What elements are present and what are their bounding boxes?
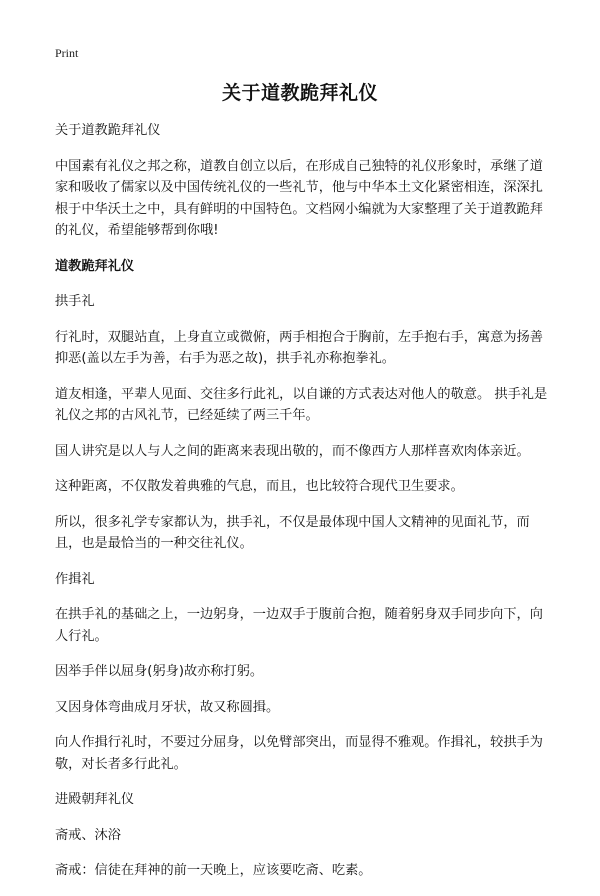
print-link[interactable]: Print bbox=[55, 46, 79, 60]
paragraph: 这种距离，不仅散发着典雅的气息，而且，也比较符合现代卫生要求。 bbox=[55, 479, 464, 494]
paragraph: 向人作揖行礼时，不要过分屈身，以免臂部突出，而显得不雅观。作揖礼，较拱手为敬，对长者多行此礼。 bbox=[55, 735, 543, 772]
section-heading: 作揖礼 bbox=[55, 571, 95, 587]
paragraph: 又因身体弯曲成月牙状，故又称圆揖。 bbox=[55, 699, 280, 715]
section-heading: 拱手礼 bbox=[55, 294, 95, 309]
paragraph: 行礼时，双腿站直，上身直立或微俯，两手相抱合于胸前，左手抱右手，寓意为扬善抑恶(盖以左手为善，右手为恶之故)，拱手礼亦称抱拳礼。 bbox=[55, 329, 543, 366]
paragraph: 在拱手礼的基础之上，一边躬身，一边双手于腹前合抱，随着躬身双手同步向下，向人行礼。 bbox=[55, 607, 543, 644]
article-body bbox=[55, 120, 551, 896]
paragraph: 因举手伴以屈身(躬身)故亦称打躬。 bbox=[55, 664, 264, 679]
paragraph: 道友相逢，平辈人见面、交往多行此礼，以自谦的方式表达对他人的敬意。 拱手礼是礼仪之邦的古风礼节，已经延续了两三千年。 bbox=[55, 386, 548, 423]
page-title: 关于道教跪拜礼仪 bbox=[221, 82, 378, 104]
paragraph: 斋戒：信徒在拜神的前一天晚上，应该要吃斋、吃素。 bbox=[55, 863, 372, 878]
intro-paragraph: 中国素有礼仪之邦之称，道教自创立以后，在形成自己独特的礼仪形象时，承继了道家和吸收了儒家以及中国传统礼仪的一些礼节，他与中华本土文化紧密相连，深深扎根于中华沃土之中，具有鲜明的中国特色。文档网小编就为大家整理了关于道教跪拜的礼仪，希望能够帮到你哦! bbox=[55, 158, 543, 238]
section-heading: 进殿朝拜礼仪 bbox=[55, 792, 135, 807]
paragraph: 所以，很多礼学专家都认为，拱手礼，不仅是最体现中国人文精神的见面礼节，而且，也是最恰当的一种交往礼仪。 bbox=[55, 514, 530, 551]
section-heading: 斋戒、沐浴 bbox=[55, 827, 121, 843]
section-heading-bold: 道教跪拜礼仪 bbox=[55, 258, 135, 274]
paragraph: 国人讲究是以人与人之间的距离来表现出敬的，而不像西方人那样喜欢肉体亲近。 bbox=[55, 443, 530, 459]
subtitle-heading: 关于道教跪拜礼仪 bbox=[55, 123, 161, 138]
